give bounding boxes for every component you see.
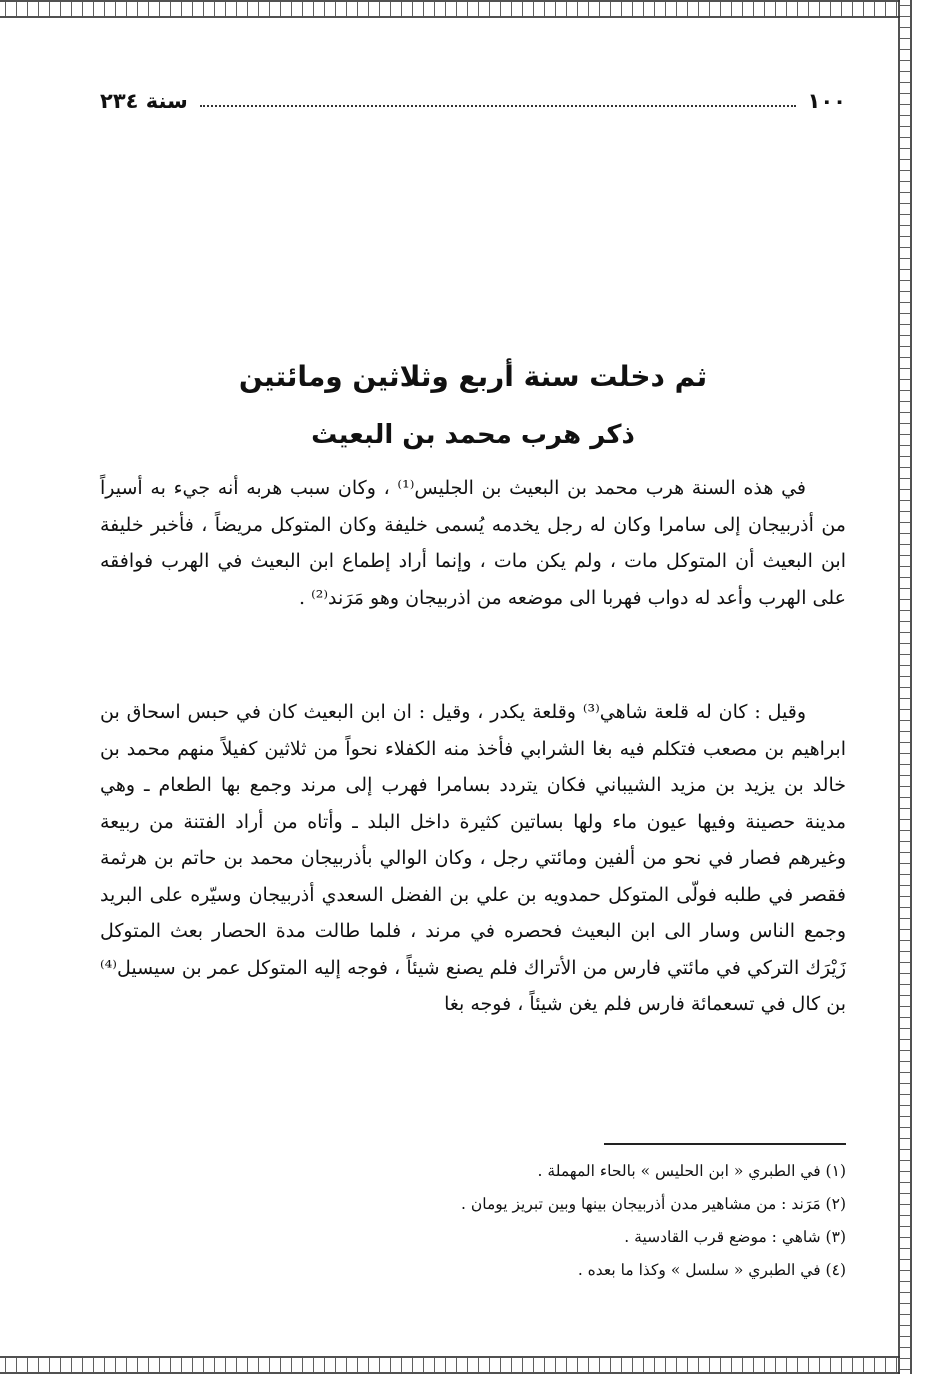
footnote-separator (604, 1143, 846, 1145)
page-header (100, 84, 846, 118)
body-paragraph: في هذه السنة هرب محمد بن البعيث بن الجليس⁽¹⁾ ، وكان سبب هربه أنه جيء به أسيراً من أذربيجان إلى سامرا وكان له رجل يخدمه يُسمى خليفة وكان المتوكل مريضاً ، فأخبر خليفة ابن البعيث أن المتوكل مات ، ولم يكن مات ، وإنما أراد إطماع ابن البعيث في الهرب فوافقه على الهرب وأعد له دواب فهربا الى موضعه من اذربيجان وهو مَرَند⁽²⁾ . (100, 477, 846, 609)
footnote-item: (٤) في الطبري « سلسل » وكذا ما بعده . (577, 1261, 846, 1279)
body-paragraph: وقيل : كان له قلعة شاهي⁽³⁾ وقلعة يكدر ، وقيل : ان ابن البعيث كان في حبس اسحاق بن ابراهيم بن مصعب فتكلم فيه بغا الشرابي فأخذ منه الكفلاء نحواً من ثلاثين كفيلاً منهم محمد بن خالد بن يزيد بن مزيد الشيباني فكان يتردد بسامرا فهرب إلى مرند وجمع بها الطعام ـ وهي مدينة حصينة وفيها عيون ماء ولها بساتين كثيرة داخل البلد ـ وأتاه من أراد الفتنة من ربيعة وغيرهم فصار في نحو من ألفين ومائتي رجل ، وكان الوالي بأذربيجان محمد بن حاتم بن هرثمة فقصر في طلبه فولّى المتوكل حمدويه بن علي بن الفضل السعدي أذربيجان وسيّره على البريد وجمع الناس وسار الى ابن البعيث فحصره في مرند ، فلما طالت مدة الحصار بعث المتوكل زَيْرَك التركي في مائتي فارس من الأتراك فلم يصنع شيئاً ، فوجه إليه المتوكل عمر بن سيسيل⁽⁴⁾ بن كال في تسعمائة فارس فلم يغن شيئاً ، فوجه بغا (100, 701, 846, 1015)
decorative-border-bottom (0, 1356, 900, 1374)
page-number: ١٠٠ (807, 89, 846, 113)
footnote-item: (٣) شاهي : موضع قرب القادسية . (624, 1228, 846, 1246)
header-dot-leader (200, 105, 796, 107)
chapter-title: ثم دخلت سنة أربع وثلاثين ومائتين (238, 360, 708, 393)
decorative-border-right (898, 0, 912, 1374)
footnote-item: (١) في الطبري « ابن الحليس » بالحاء المهملة . (537, 1162, 846, 1180)
running-title: سنة ٢٣٤ (100, 89, 188, 113)
footnotes (100, 1155, 846, 1287)
section-title: ذكر هرب محمد بن البعيث (311, 420, 635, 450)
footnote-item: (٢) مَرَند : من مشاهير مدن أذربيجان بينها وبين تبريز يومان . (460, 1195, 846, 1213)
decorative-border-top (0, 0, 900, 18)
